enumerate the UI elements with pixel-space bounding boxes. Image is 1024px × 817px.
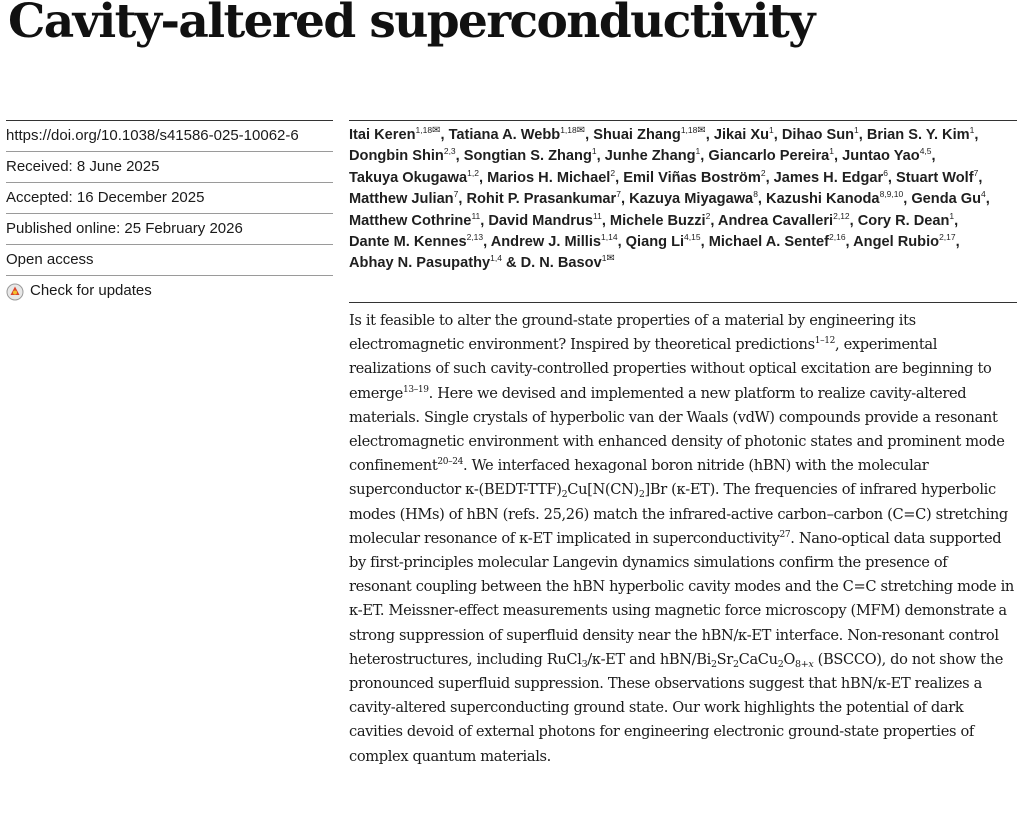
author-name[interactable] <box>464 148 597 164</box>
author-name[interactable] <box>623 167 766 186</box>
author-affiliation: 1,4 <box>490 253 502 264</box>
author-affiliation: 1 <box>949 210 955 221</box>
abstract-text: CaCu <box>738 650 778 668</box>
author-name[interactable] <box>714 127 774 143</box>
abstract-text: Sr <box>716 650 733 668</box>
envelope-icon[interactable]: ✉ <box>606 253 615 265</box>
author-affiliation: 1,14 <box>601 232 618 243</box>
citation-reference[interactable]: 1–12 <box>814 336 836 347</box>
author-affiliation: 11 <box>592 210 602 221</box>
abstract-text: . We interfaced hexagonal boron nitride (hBN) with the molecular superconductor κ-(BEDT-TTF) <box>349 457 929 499</box>
author-name-text: Shuai Zhang <box>593 127 681 143</box>
abstract <box>349 309 1014 769</box>
author-name-text: Genda Gu <box>911 191 982 208</box>
subscript: 2 <box>710 658 717 670</box>
author-name-text: Andrea Cavalleri <box>717 212 834 229</box>
author-name-text: Cory R. Dean <box>857 212 950 229</box>
author-affiliation: 1,18 <box>415 125 433 135</box>
article-metadata <box>6 120 333 306</box>
envelope-icon[interactable]: ✉ <box>576 125 586 136</box>
author-affiliation: 1 <box>829 146 834 157</box>
author-name-text: Tatiana A. Webb <box>448 127 561 143</box>
abstract-text: . Nano-optical data supported by first-principles molecular Langevin dynamics simulations confirm the presence of resonant coupling between the hBN hyperbolic cavity modes and the C=C stretching mode in κ-ET. Meissner-effect measurements using magnetic force microscopy (MFM) demonstrate a strong suppression of superfluid density near the hBN/κ-ET interface. Non-resonant control heterostructures, including RuCl <box>349 529 1014 668</box>
subscript: 2 <box>777 658 784 670</box>
author-name-text: Brian S. Y. Kim <box>866 127 970 143</box>
subscript: 3 <box>581 658 588 670</box>
author-name[interactable] <box>491 234 618 250</box>
abstract-text: Cu[N(CN) <box>567 481 639 499</box>
author-name[interactable] <box>853 234 955 250</box>
author-affiliation: 7 <box>973 167 979 178</box>
author-name-text: Dante M. Kennes <box>349 234 467 251</box>
author-name[interactable] <box>466 191 621 207</box>
author-name-text: Stuart Wolf <box>896 169 974 186</box>
author-name-text: Michele Buzzi <box>609 212 706 229</box>
subscript: 8+x <box>795 658 814 670</box>
citation-reference[interactable]: 27 <box>779 529 791 540</box>
citation-reference[interactable]: 20–24 <box>437 457 464 468</box>
author-name-text: Qiang Li <box>625 234 685 251</box>
author-name-text: Kazushi Kanoda <box>766 191 880 208</box>
author-name-text: Emil Viñas Boström <box>623 169 761 186</box>
author-name[interactable] <box>911 191 985 207</box>
citation-reference[interactable]: 13–19 <box>402 384 429 395</box>
author-name-text: Jikai Xu <box>713 127 770 143</box>
author-name[interactable] <box>717 210 850 229</box>
author-name[interactable] <box>488 210 602 229</box>
author-name-text: Rohit P. Prasankumar <box>466 191 617 208</box>
author-name-text: James H. Edgar <box>773 169 884 186</box>
author-name-text: David Mandrus <box>488 212 593 229</box>
author-affiliation: 1,18 <box>560 125 577 135</box>
author-affiliation: 8,9,10 <box>879 189 904 200</box>
author-name[interactable] <box>857 210 955 229</box>
author-name[interactable] <box>609 210 711 229</box>
author-name[interactable] <box>593 127 706 143</box>
author-name-text: Michael A. Sentef <box>708 234 829 251</box>
author-affiliation: 1 <box>769 125 774 135</box>
author-name[interactable] <box>349 127 440 143</box>
subscript: 2 <box>561 489 568 501</box>
author-affiliation: 4,5 <box>919 146 932 157</box>
author-affiliation: 2,3 <box>443 146 456 157</box>
author-affiliation: 1 <box>591 146 597 157</box>
author-affiliation: 2 <box>705 210 711 221</box>
abstract-text: /κ-ET and hBN/Bi <box>587 650 711 668</box>
author-name[interactable] <box>449 127 586 143</box>
author-affiliation: 1 <box>969 125 975 135</box>
abstract-text: ]Br (κ-ET). The frequencies of infrared hyperbolic modes (HMs) of hBN (refs. 25,26) match the infrared-active carbon–carbon (C=C) stretching molecular resonance of κ-ET implicated in superconductivity <box>349 481 1008 547</box>
author-affiliation: 8 <box>753 189 758 200</box>
received-date: Received: 8 June 2025 <box>6 151 333 182</box>
doi-link[interactable]: https://doi.org/10.1038/s41586-025-10062-6 <box>6 120 333 151</box>
author-name-text: D. N. Basov <box>520 255 602 272</box>
abstract-text: Is it feasible to alter the ground-state properties of a material by engineering its electromagnetic environment? Inspired by theoretical predictions <box>349 312 916 354</box>
author-name[interactable] <box>766 191 903 207</box>
check-for-updates-icon <box>6 282 24 300</box>
author-affiliation: 4,15 <box>684 232 701 243</box>
author-affiliation: 2,17 <box>939 232 956 243</box>
author-name[interactable] <box>842 148 931 164</box>
author-affiliation: 2,13 <box>466 232 484 243</box>
article-title: Cavity-altered superconductivity <box>8 0 814 49</box>
author-name[interactable] <box>349 255 502 271</box>
author-name[interactable] <box>349 234 483 250</box>
author-affiliation: 1,18 <box>680 125 698 135</box>
abstract-text: . Here we devised and implemented a new platform to realize cavity-altered materials. Single crystals of hyperbolic van der Waals (vdW) compounds provide a resonant electromagnetic environment with enhanced density of photonic states and prominent mode confinement <box>349 384 1005 475</box>
author-name-text: Juntao Yao <box>842 148 920 165</box>
author-name-text: Matthew Cothrine <box>349 212 472 229</box>
author-name-text: Angel Rubio <box>853 234 940 251</box>
author-name-text: Songtian S. Zhang <box>463 148 592 165</box>
subscript: 2 <box>638 489 645 501</box>
author-name-text: Junhe Zhang <box>604 148 696 165</box>
author-list: Itai Keren$^{1,18✉}$, Tatiana A. Webb$^{1,18✉}$, Shuai Zhang$^{1,18✉}$, Jikai Xu$^1$, Dihao Sun$^1$, Brian S. Y. Kim$^1$, Dongbin Shin$^{2,3}$, Songtian S. Zhang$^1$, Junhe Zhang$^1$, Giancarlo Pereira$^1$, Juntao Yao$^{4,5}$, Takuya Okugawa$^{1,2}$, Marios H. Michael$^2$, Emil Viñas Boström$^2$, James H. Edgar$^6$, Stuart Wolf$^7$, Matthew Julian$^7$, Rohit P. Prasankumar$^7$, Kazuya Miyagawa$^8$, Kazushi Kanoda$^{8,9,10}$, Genda Gu$^4$, Matthew Cothrine$^{11}$, David Mandrus$^{11}$, Michele Buzzi$^2$, Andrea Cavalleri$^{2,12}$, Cory R. Dean$^1$, Dante M. Kennes$^{2,13}$, Andrew J. Millis$^{1,14}$, Qiang Li$^{4,15}$, Michael A. Sentef$^{2,16}$, Angel Rubio$^{2,17}$, Abhay N. Pasupathy$^{1,4}$ & D. N. Basov$^{1✉}$ <box>349 120 1017 275</box>
author-name[interactable] <box>782 127 859 143</box>
author-name-text: Dongbin Shin <box>349 148 444 165</box>
author-name[interactable] <box>773 167 888 186</box>
author-name-text: Marios H. Michael <box>487 169 611 186</box>
open-access-label: Open access <box>6 244 333 275</box>
author-name-text: Giancarlo Pereira <box>708 148 830 165</box>
author-name[interactable] <box>605 148 701 164</box>
accepted-date: Accepted: 16 December 2025 <box>6 182 333 213</box>
author-name[interactable] <box>896 167 979 186</box>
envelope-icon[interactable]: ✉ <box>697 125 706 136</box>
author-affiliation: 1 <box>601 253 607 264</box>
envelope-icon[interactable]: ✉ <box>432 125 441 136</box>
author-name[interactable] <box>487 167 616 186</box>
author-name-text: Itai Keren <box>349 127 416 143</box>
author-name[interactable] <box>349 191 458 207</box>
abstract-text: (BSCCO), do not show the pronounced superfluid suppression. These observations suggest that hBN/κ-ET realizes a cavity-altered superconducting ground state. Our work highlights the potential of dark cavities devoid of external photons for engineering electronic ground-state properties of complex quantum materials. <box>349 650 1004 765</box>
author-affiliation: 1 <box>854 125 859 135</box>
author-affiliation: 1 <box>695 146 701 157</box>
abstract-text: O <box>783 650 796 668</box>
divider <box>349 302 1017 303</box>
author-name-text: Kazuya Miyagawa <box>629 191 754 208</box>
author-name[interactable] <box>709 234 846 250</box>
subscript: 2 <box>732 658 739 670</box>
author-affiliation: 7 <box>616 189 621 200</box>
author-affiliation: 11 <box>471 210 481 221</box>
author-name-text: Andrew J. Millis <box>490 234 602 251</box>
author-name[interactable] <box>521 255 615 271</box>
author-affiliation: 2,12 <box>833 210 850 221</box>
author-affiliation: 6 <box>883 167 888 178</box>
author-affiliation: 4 <box>981 189 986 200</box>
author-name-text: Matthew Julian <box>349 191 454 208</box>
author-name[interactable] <box>626 234 701 250</box>
published-date: Published online: 25 February 2026 <box>6 213 333 244</box>
author-affiliation: 2 <box>610 167 616 178</box>
author-name[interactable] <box>349 167 479 186</box>
author-name[interactable] <box>708 148 834 164</box>
author-name[interactable] <box>867 127 974 143</box>
author-name[interactable] <box>629 191 758 207</box>
author-name[interactable] <box>349 148 456 164</box>
author-name[interactable] <box>349 210 481 229</box>
author-name-text: Takuya Okugawa <box>349 169 468 186</box>
author-affiliation: 2 <box>760 167 766 178</box>
check-for-updates-label: Check for updates <box>30 282 152 299</box>
abstract-text: , experimental realizations of such cavity-controlled properties without optical excitation are beginning to emerge <box>349 336 992 402</box>
author-name-text: Abhay N. Pasupathy <box>349 255 491 272</box>
check-for-updates-button[interactable] <box>6 275 333 306</box>
author-affiliation: 2,16 <box>829 232 846 243</box>
author-name-text: Dihao Sun <box>781 127 855 143</box>
author-affiliation: 1,2 <box>467 167 479 178</box>
author-affiliation: 7 <box>453 189 459 200</box>
